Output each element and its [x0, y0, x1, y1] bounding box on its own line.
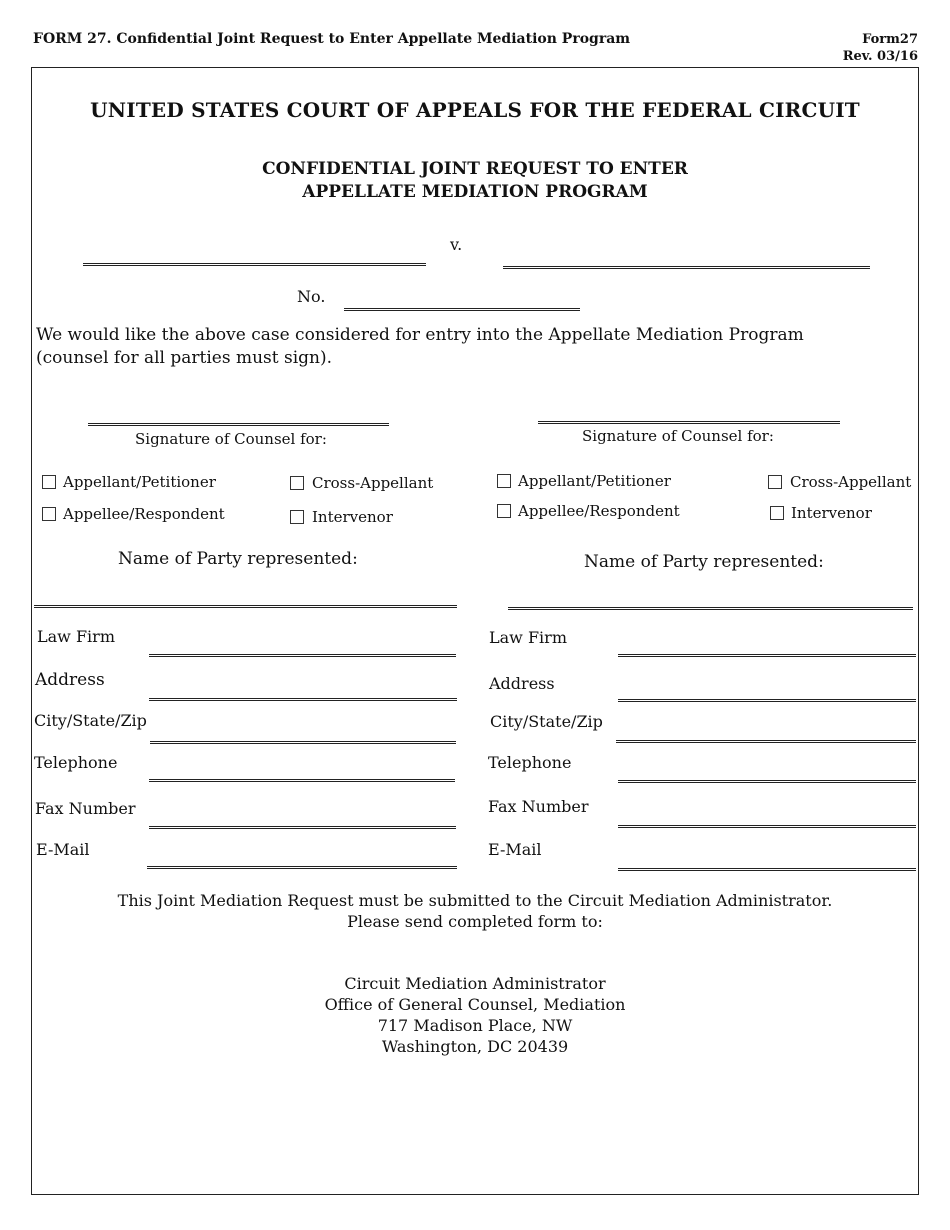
right-cross-appellant-checkbox[interactable] [768, 475, 782, 489]
left-cross-appellant-label: Cross-Appellant [312, 474, 434, 492]
right-intervenor-checkbox[interactable] [770, 506, 784, 520]
right-address-field[interactable] [618, 699, 916, 702]
intro-text [36, 324, 804, 370]
left-telephone-field[interactable] [149, 779, 455, 782]
left-email-field[interactable] [147, 866, 457, 869]
form-number: Form27 [862, 32, 918, 47]
intro-line-1: We would like the above case considered for entry into the Appellate Mediation Program [36, 325, 804, 345]
left-intervenor-label: Intervenor [312, 508, 393, 526]
left-party-field[interactable] [34, 605, 457, 608]
right-appellee-checkbox[interactable] [497, 504, 511, 518]
form-header-meta [843, 31, 918, 65]
right-appellee-label: Appellee/Respondent [518, 502, 680, 520]
left-law-firm-field[interactable] [149, 654, 456, 657]
right-appellant-checkbox[interactable] [497, 474, 511, 488]
right-signature-label: Signature of Counsel for: [582, 427, 774, 445]
right-city-field[interactable] [616, 740, 916, 743]
subtitle-line-2: APPELLATE MEDIATION PROGRAM [302, 182, 648, 202]
right-signature-field[interactable] [538, 421, 840, 424]
intro-line-2: (counsel for all parties must sign). [36, 348, 333, 368]
left-email-label: E-Mail [36, 840, 90, 859]
left-party-label: Name of Party represented: [118, 549, 358, 569]
right-city-label: City/State/Zip [490, 712, 603, 731]
case-number-label: No. [297, 287, 326, 306]
left-telephone-label: Telephone [34, 753, 118, 772]
left-appellant-checkbox[interactable] [42, 475, 56, 489]
mailing-address [31, 973, 919, 1057]
right-law-firm-field[interactable] [618, 654, 916, 657]
form-revision: Rev. 03/16 [842, 49, 918, 64]
subtitle-line-1: CONFIDENTIAL JOINT REQUEST TO ENTER [262, 159, 688, 179]
left-law-firm-label: Law Firm [37, 627, 115, 646]
right-email-label: E-Mail [488, 840, 542, 859]
right-address-label: Address [489, 674, 555, 693]
right-party-label: Name of Party represented: [584, 552, 824, 572]
address-line-4: Washington, DC 20439 [381, 1037, 569, 1056]
left-fax-label: Fax Number [35, 799, 136, 818]
address-line-2: Office of General Counsel, Mediation [324, 995, 626, 1014]
appellee-name-field[interactable] [503, 266, 870, 269]
left-address-field[interactable] [149, 698, 457, 701]
left-intervenor-checkbox[interactable] [290, 510, 304, 524]
left-signature-field[interactable] [88, 423, 389, 426]
right-cross-appellant-label: Cross-Appellant [790, 473, 912, 491]
appellant-name-field[interactable] [83, 263, 426, 266]
court-name: UNITED STATES COURT OF APPEALS FOR THE FEDERAL CIRCUIT [90, 98, 860, 122]
right-email-field[interactable] [618, 868, 916, 871]
left-appellee-checkbox[interactable] [42, 507, 56, 521]
left-appellee-label: Appellee/Respondent [63, 505, 225, 523]
form-subtitle [31, 158, 919, 204]
right-law-firm-label: Law Firm [489, 628, 567, 647]
right-telephone-field[interactable] [618, 780, 916, 783]
left-cross-appellant-checkbox[interactable] [290, 476, 304, 490]
left-fax-field[interactable] [149, 826, 456, 829]
right-telephone-label: Telephone [488, 753, 572, 772]
versus-label: v. [450, 235, 463, 254]
instructions-line-1: This Joint Mediation Request must be submitted to the Circuit Mediation Administrator. [117, 891, 833, 910]
submission-instructions [31, 890, 919, 932]
right-fax-field[interactable] [618, 825, 916, 828]
right-appellant-label: Appellant/Petitioner [518, 472, 671, 490]
left-city-field[interactable] [150, 741, 456, 744]
left-signature-label: Signature of Counsel for: [135, 430, 327, 448]
instructions-line-2: Please send completed form to: [347, 912, 603, 931]
left-appellant-label: Appellant/Petitioner [63, 473, 216, 491]
right-intervenor-label: Intervenor [791, 504, 872, 522]
left-address-label: Address [35, 670, 105, 690]
case-number-field[interactable] [344, 308, 580, 311]
form-header-title: FORM 27. Confidential Joint Request to Enter Appellate Mediation Program [33, 31, 631, 47]
address-line-3: 717 Madison Place, NW [377, 1016, 573, 1035]
left-city-label: City/State/Zip [34, 711, 147, 730]
right-fax-label: Fax Number [488, 797, 589, 816]
address-line-1: Circuit Mediation Administrator [344, 974, 606, 993]
right-party-field[interactable] [508, 607, 913, 610]
